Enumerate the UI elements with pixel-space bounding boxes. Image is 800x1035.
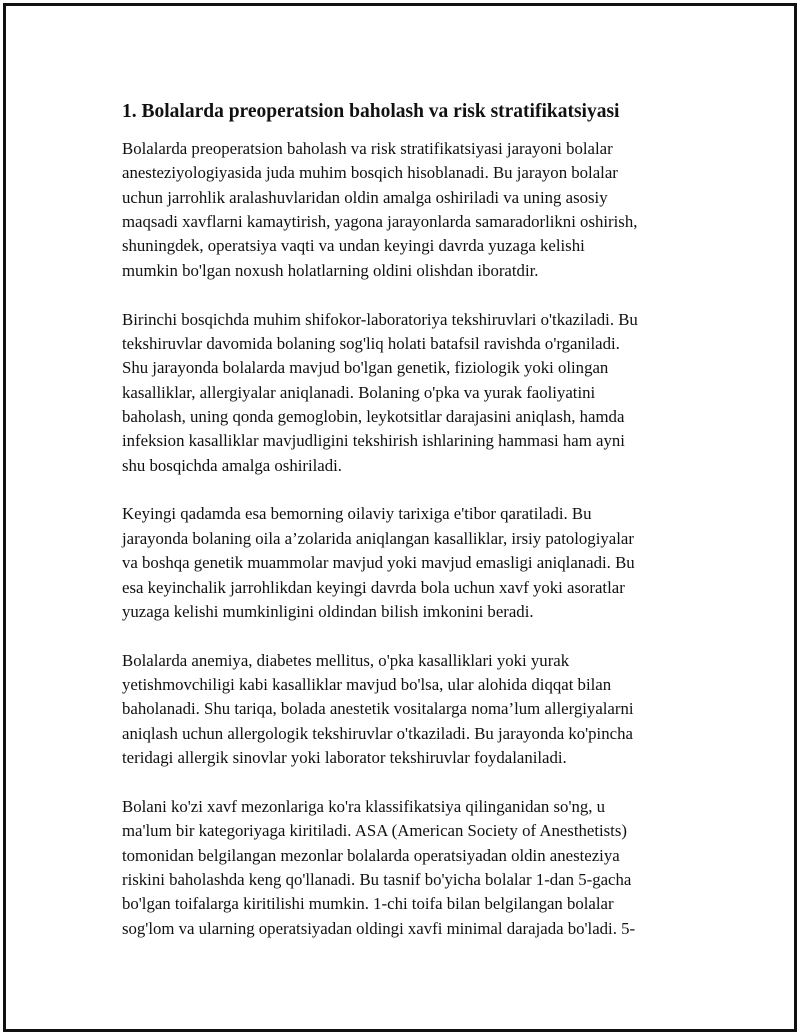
text-line: aniqlash uchun allergologik tekshiruvlar o'tkaziladi. Bu jarayonda ko'pincha [122,723,633,743]
text-line: maqsadi xavflarni kamaytirish, yagona jarayonlarda samaradorlikni oshirish, [122,212,638,232]
text-line: teridagi allergik sinovlar yoki laborator tekshiruvlar foydalaniladi. [122,748,567,768]
page-frame [3,3,797,1032]
text-line: tekshiruvlar davomida bolaning sog'liq holati batafsil ravishda o'rganiladi. [122,333,620,353]
text-line: Bolalarda preoperatsion baholash va risk stratifikatsiyasi jarayoni bolalar [122,139,613,158]
text-line: Keyingi qadamda esa bemorning oilaviy tarixiga e'tibor qaratiladi. Bu [122,504,592,524]
paragraph-list [122,137,694,941]
text-line: Birinchi bosqichda muhim shifokor-laboratoriya tekshiruvlari o'tkaziladi. Bu [122,309,638,329]
text-line: va boshqa genetik muammolar mavjud yoki mavjud emasligi aniqlanadi. Bu [122,553,635,573]
text-line: jarayonda bolaning oila a’zolarida aniqlangan kasalliklar, irsiy patologiyalar [122,528,634,548]
section-title: 1. Bolalarda preoperatsion baholash va risk stratifikatsiyasi [122,101,620,122]
text-line: shu bosqichda amalga oshiriladi. [122,455,342,475]
text-line: baholanadi. Shu tariqa, bolada anestetik vositalarga noma’lum allergiyalarni [122,699,634,719]
text-line: yuzaga kelishi mumkinligini oldindan bilish imkonini beradi. [122,601,534,621]
text-line: shuningdek, operatsiya vaqti va undan keyingi davrda yuzaga kelishi [122,236,585,256]
paragraph [122,649,694,771]
text-line: ma'lum bir kategoriyaga kiritiladi. ASA (American Society of Anesthetists) [122,821,627,841]
paragraph [122,137,694,283]
text-line: Shu jarayonda bolalarda mavjud bo'lgan genetik, fiziologik yoki olingan [122,358,609,378]
text-line: riskini baholashda keng qo'llanadi. Bu tasnif bo'yicha bolalar 1-dan 5-gacha [122,869,632,889]
paragraph [122,795,694,941]
text-line: tomonidan belgilangan mezonlar bolalarda operatsiyadan oldin anesteziya [122,845,620,865]
text-line: bo'lgan toifalarga kiritilishi mumkin. 1-chi toifa bilan belgilangan bolalar [122,894,614,914]
text-line: sog'lom va ularning operatsiyadan oldingi xavfi minimal darajada bo'ladi. 5- [122,918,636,938]
text-line: baholash, uning qonda gemoglobin, leykotsitlar darajasini aniqlash, hamda [122,406,625,426]
text-line: Bolani ko'zi xavf mezonlariga ko'ra klassifikatsiya qilinganidan so'ng, u [122,796,606,816]
paragraph [122,308,694,478]
text-line: yetishmovchiligi kabi kasalliklar mavjud bo'lsa, ular alohida diqqat bilan [122,675,612,695]
paragraph [122,502,694,624]
text-line: kasalliklar, allergiyalar aniqlanadi. Bolaning o'pka va yurak faoliyatini [122,382,596,402]
text-line: Bolalarda anemiya, diabetes mellitus, o'pka kasalliklari yoki yurak [122,650,570,670]
text-line: anesteziyologiyasida juda muhim bosqich hisoblanadi. Bu jarayon bolalar [122,163,618,183]
text-line: uchun jarrohlik aralashuvlaridan oldin amalga oshiriladi va uning asosiy [122,187,608,207]
text-line: mumkin bo'lgan noxush holatlarning oldini olishdan iboratdir. [122,260,539,280]
text-line: infeksion kasalliklar mavjudligini tekshirish ishlarining hammasi ham ayni [122,431,625,451]
document-body [122,99,694,965]
text-line: esa keyinchalik jarrohlikdan keyingi davrda bola uchun xavf yoki asoratlar [122,577,625,597]
